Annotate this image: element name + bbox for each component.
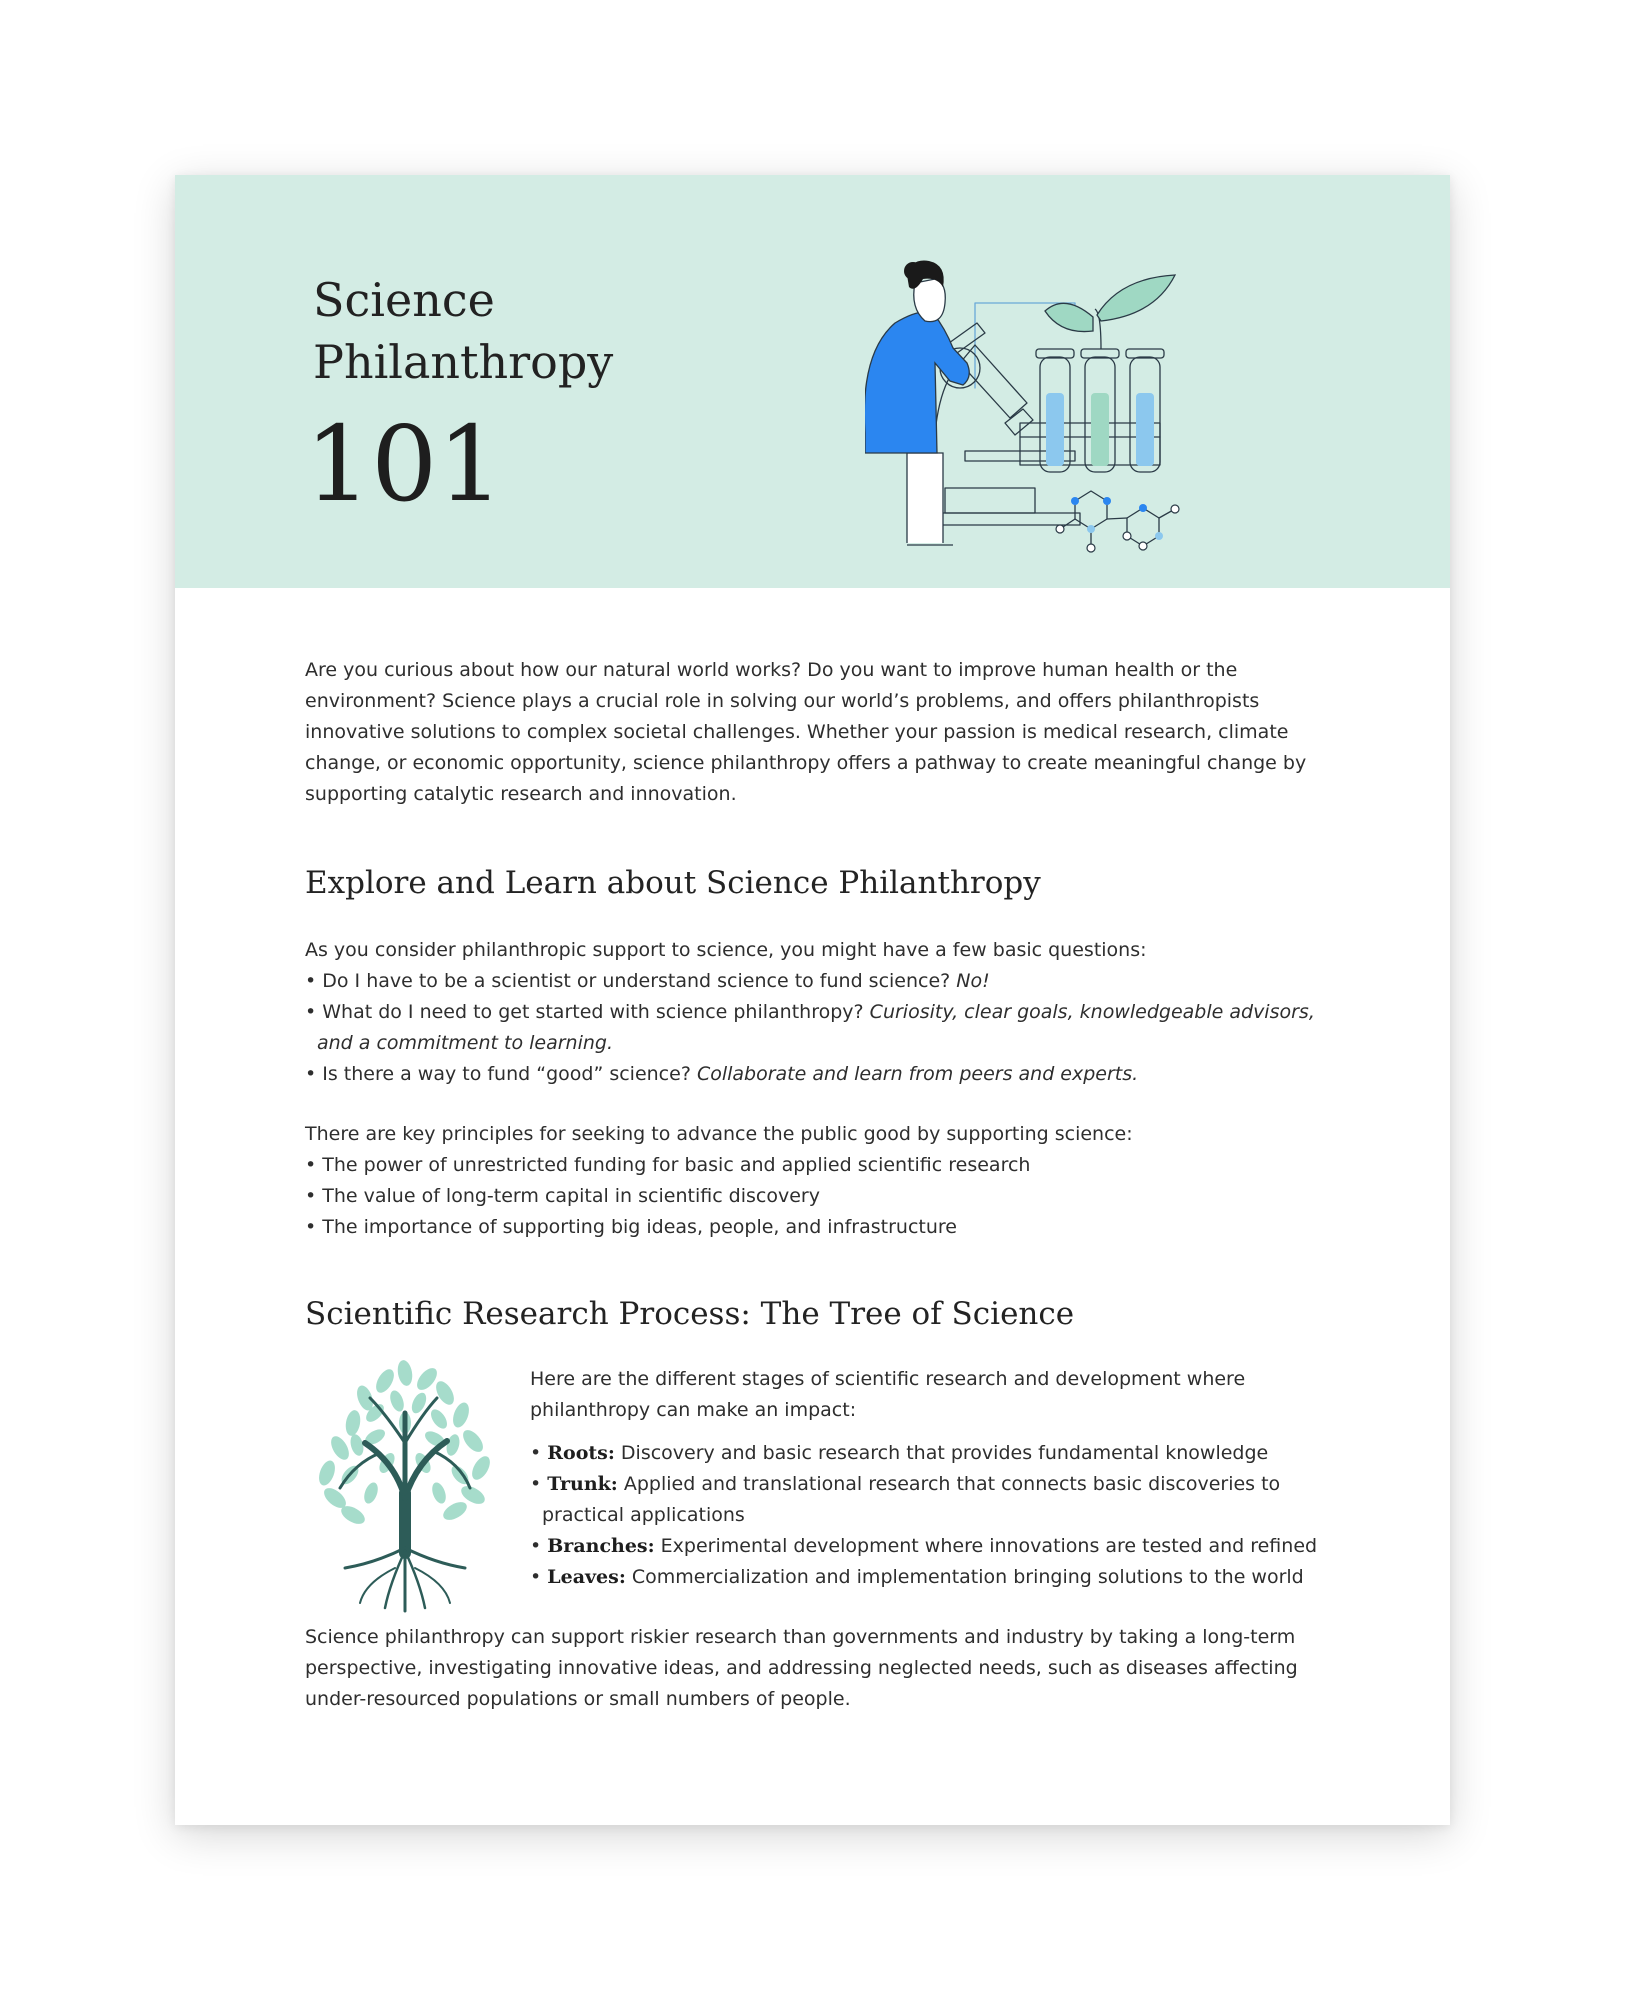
- questions-block: [305, 935, 1315, 1090]
- list-item: • Trunk: Applied and translational research that connects basic discoveries to practical applications: [530, 1469, 1320, 1531]
- title-number: 101: [305, 403, 504, 525]
- list-item: • What do I need to get started with science philanthropy? Curiosity, clear goals, knowledgeable advisors, and a commitment to learning.: [305, 997, 1315, 1059]
- list-item: • Do I have to be a scientist or understand science to fund science? No!: [305, 966, 1315, 997]
- scientist-microscope-icon: [865, 253, 1305, 553]
- tree-lead: Here are the different stages of scientific research and development where philanthropy can make an impact:: [530, 1368, 1246, 1421]
- principles-lead: There are key principles for seeking to advance the public good by supporting science:: [305, 1123, 1133, 1145]
- list-item: • Roots: Discovery and basic research that provides fundamental knowledge: [530, 1438, 1320, 1469]
- explore-heading: Explore and Learn about Science Philanthropy: [305, 865, 1041, 901]
- list-item: • The power of unrestricted funding for basic and applied scientific research: [305, 1150, 1315, 1181]
- document-page: [175, 175, 1450, 1825]
- principles-block: [305, 1119, 1315, 1243]
- tree-stages-block: [530, 1364, 1320, 1593]
- questions-lead: As you consider philanthropic support to science, you might have a few basic questions:: [305, 939, 1147, 961]
- tree-of-science-icon: [305, 1353, 505, 1613]
- list-item: • The value of long-term capital in scientific discovery: [305, 1181, 1315, 1212]
- tree-heading: Scientific Research Process: The Tree of Science: [305, 1296, 1075, 1332]
- closing-paragraph: Science philanthropy can support riskier research than governments and industry by taking a long-term perspective, investigating innovative ideas, and addressing neglected needs, such as diseases affecting under-resourced populations or small numbers of people.: [305, 1626, 1298, 1710]
- header-banner: [175, 175, 1450, 588]
- list-item: • Branches: Experimental development where innovations are tested and refined: [530, 1531, 1320, 1562]
- list-item: • Is there a way to fund “good” science? Collaborate and learn from peers and experts.: [305, 1059, 1315, 1090]
- list-item: • The importance of supporting big ideas, people, and infrastructure: [305, 1212, 1315, 1243]
- title-line-philanthropy: Philanthropy: [313, 335, 614, 389]
- title-line-science: Science: [313, 273, 495, 327]
- intro-paragraph: Are you curious about how our natural world works? Do you want to improve human health or the environment? Science plays a crucial role in solving our world’s problems, and offers philanthropists innovative solutions to complex societal challenges. Whether your passion is medical research, climate change, or economic opportunity, science philanthropy offers a pathway to create meaningful change by supporting catalytic research and innovation.: [305, 659, 1307, 805]
- list-item: • Leaves: Commercialization and implementation bringing solutions to the world: [530, 1562, 1320, 1593]
